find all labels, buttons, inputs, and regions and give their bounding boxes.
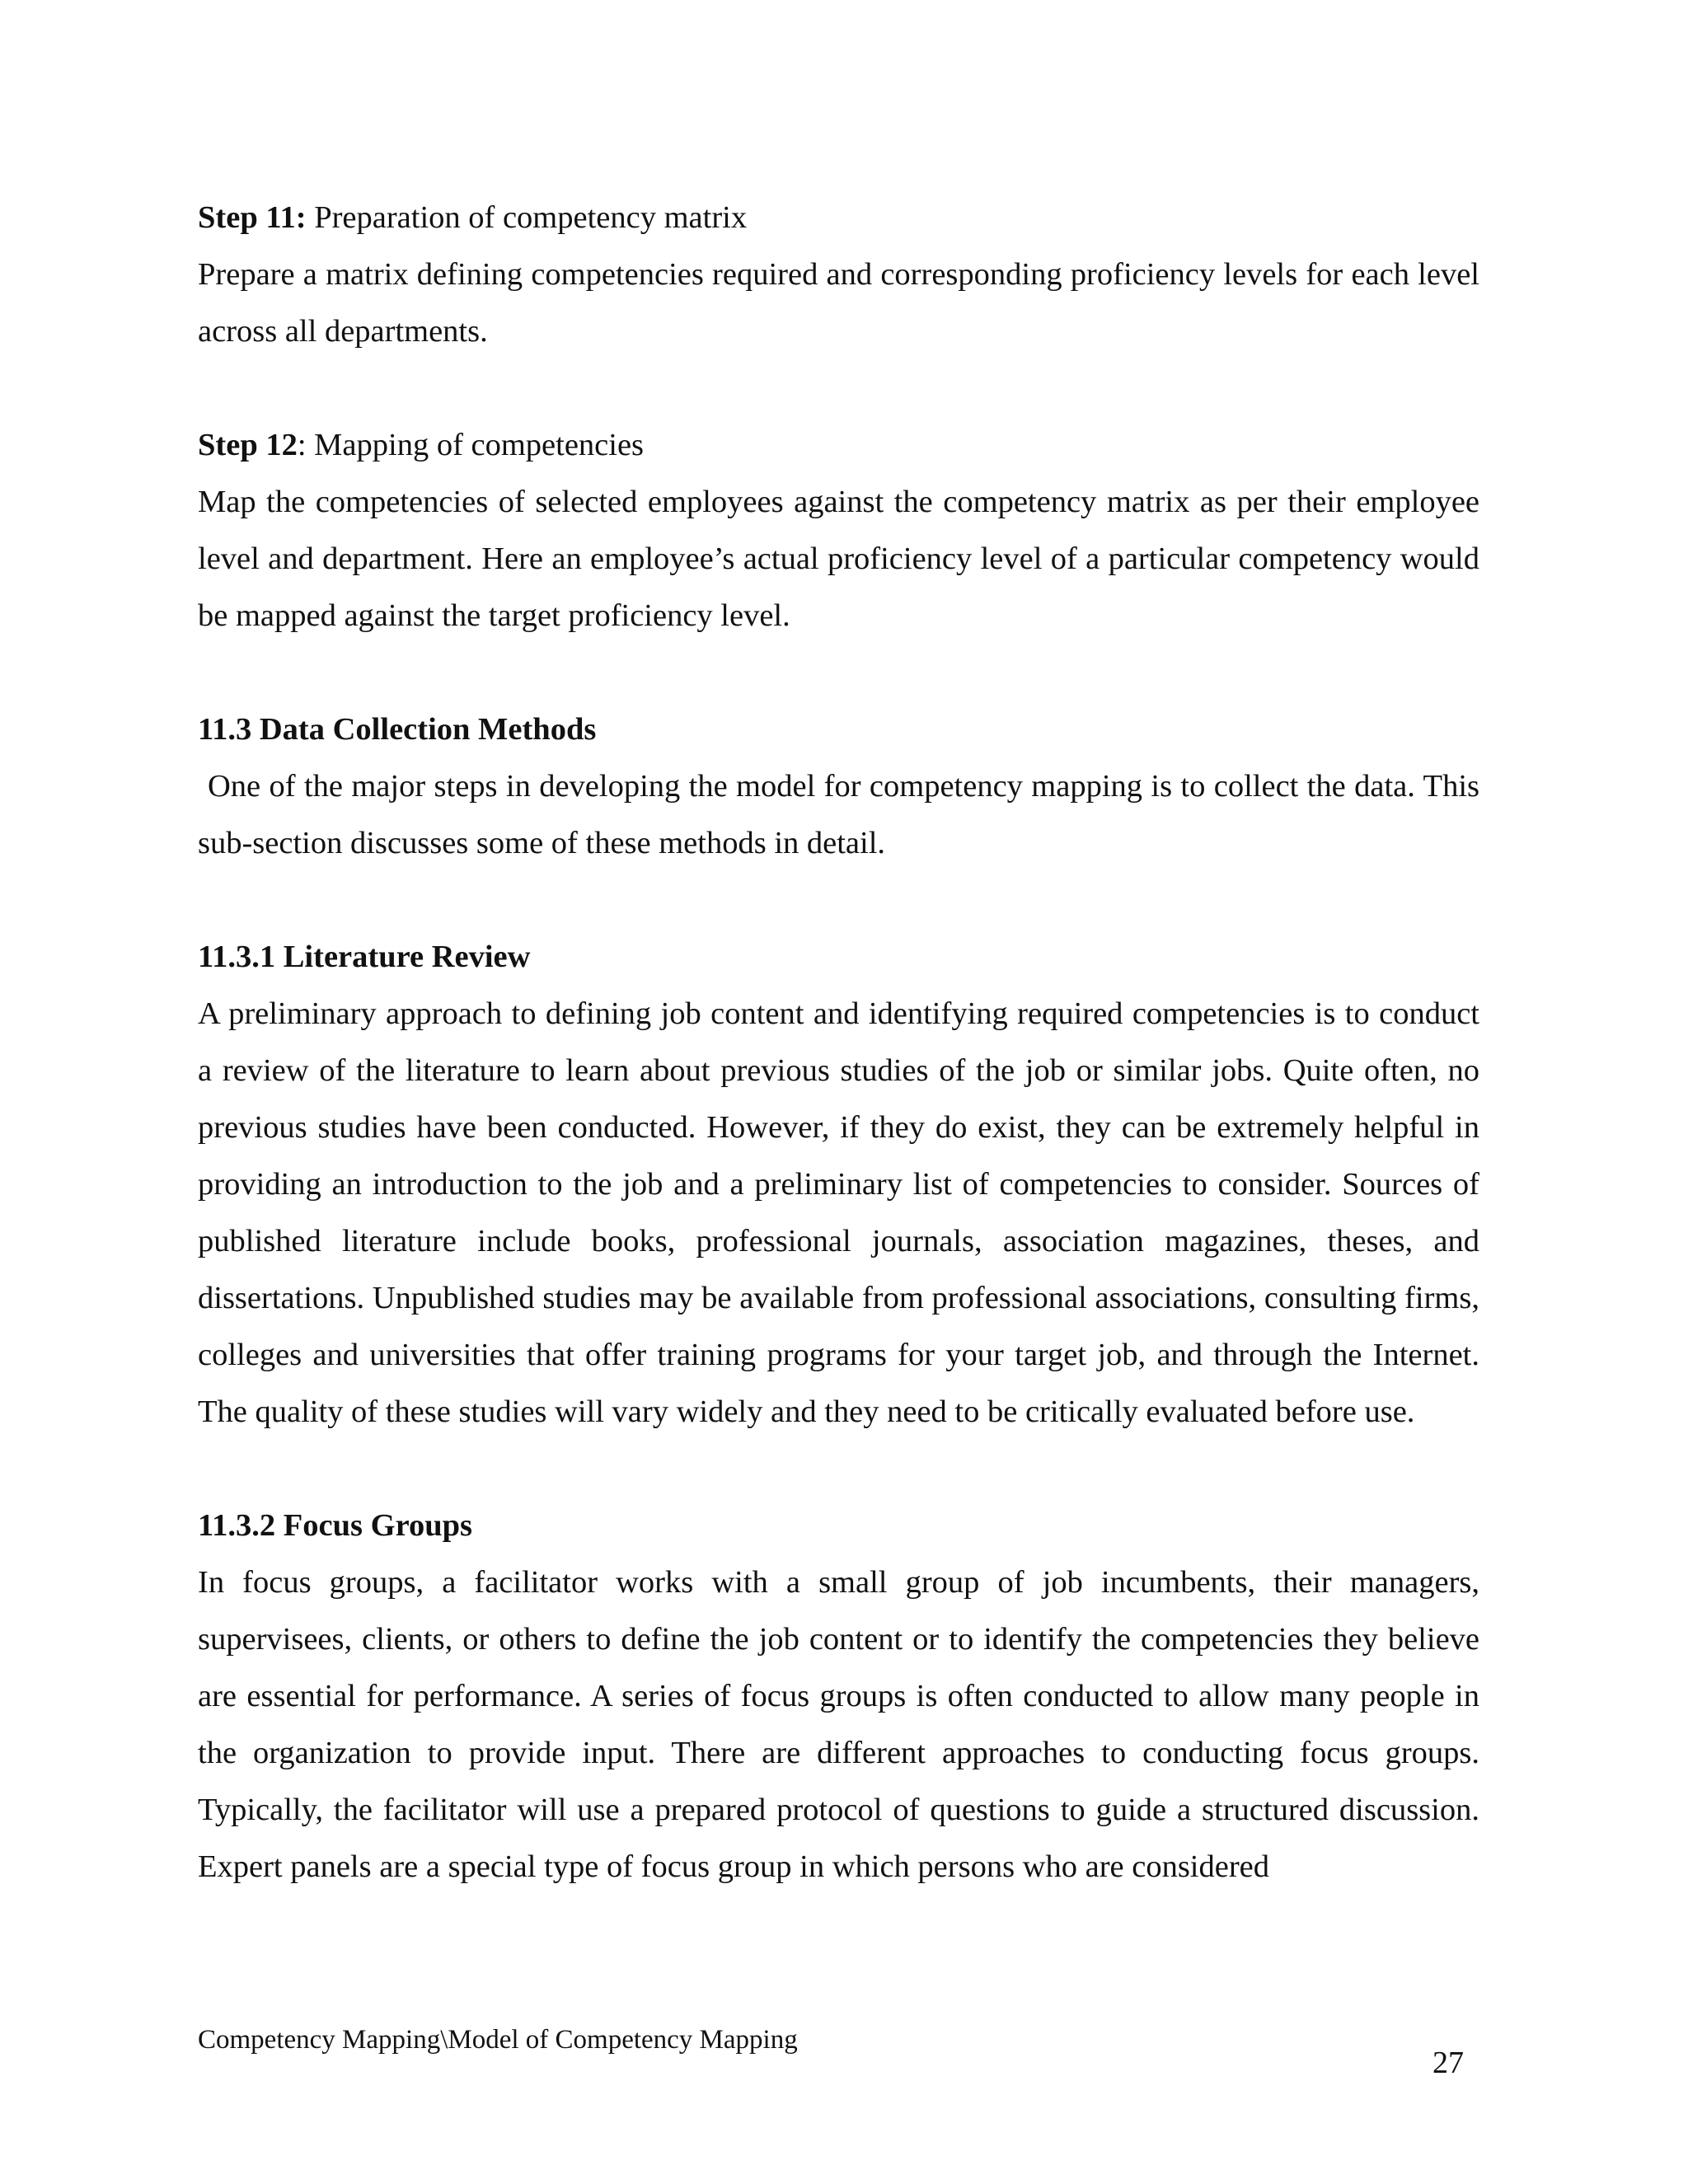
section-11-3-1-heading — [198, 929, 1479, 986]
step-11-label: Step 11: — [198, 200, 307, 235]
section-11-3-2-title: 11.3.2 Focus Groups — [198, 1508, 473, 1543]
step-12-label: Step 12 — [198, 428, 298, 462]
step-11-paragraph: Prepare a matrix defining competencies required and corresponding proficiency levels for each level across all departments. — [198, 257, 1479, 349]
section-11-3-heading — [198, 701, 1479, 758]
section-11-3-2-block — [198, 1497, 1479, 1896]
section-11-3-block — [198, 701, 1479, 872]
step-11-block — [198, 190, 1479, 360]
step-12-block — [198, 417, 1479, 644]
section-11-3-1-title: 11.3.1 Literature Review — [198, 940, 531, 974]
section-11-3-1-block — [198, 929, 1479, 1441]
section-11-3-2-heading — [198, 1497, 1479, 1554]
section-11-3-paragraph: One of the major steps in developing the model for competency mapping is to collect the data. This sub-section discusses some of these methods in detail. — [198, 769, 1479, 860]
step-12-paragraph: Map the competencies of selected employees against the competency matrix as per their employee level and department. Here an employee’s actual proficiency level of a particular competency would be mapped against the target proficiency level. — [198, 485, 1479, 633]
page-number: 27 — [1432, 2046, 1464, 2080]
step-11-heading — [198, 190, 1479, 246]
step-12-heading — [198, 417, 1479, 474]
document-body — [198, 190, 1479, 1896]
step-11-title: Preparation of competency matrix — [306, 200, 748, 235]
section-11-3-title: 11.3 Data Collection Methods — [198, 712, 597, 747]
section-11-3-1-paragraph: A preliminary approach to defining job content and identifying required competencies is to conduct a review of the literature to learn about previous studies of the job or similar jobs. Quite often, no previous studies have been conducted. However, if they do exist, they can be extremely helpful in providing an introduction to the job and a preliminary list of competencies to consider. Sources of published literature include books, professional journals, association magazines, theses, and dissertations. Unpublished studies may be available from professional associations, consulting firms, colleges and universities that offer training programs for your target job, and through the Internet. The quality of these studies will vary widely and they need to be critically evaluated before use. — [198, 996, 1479, 1429]
section-11-3-2-paragraph: In focus groups, a facilitator works with a small group of job incumbents, their managers, supervisees, clients, or others to define the job content or to identify the competencies they believe are essential for performance. A series of focus groups is often conducted to allow many people in the organization to provide input. There are different approaches to conducting focus groups. Typically, the facilitator will use a prepared protocol of questions to guide a structured discussion. Expert panels are a special type of focus group in which persons who are considered — [198, 1565, 1479, 1884]
step-12-title: : Mapping of competencies — [297, 428, 645, 462]
running-footer: Competency Mapping\Model of Competency Mapping — [198, 2025, 798, 2055]
